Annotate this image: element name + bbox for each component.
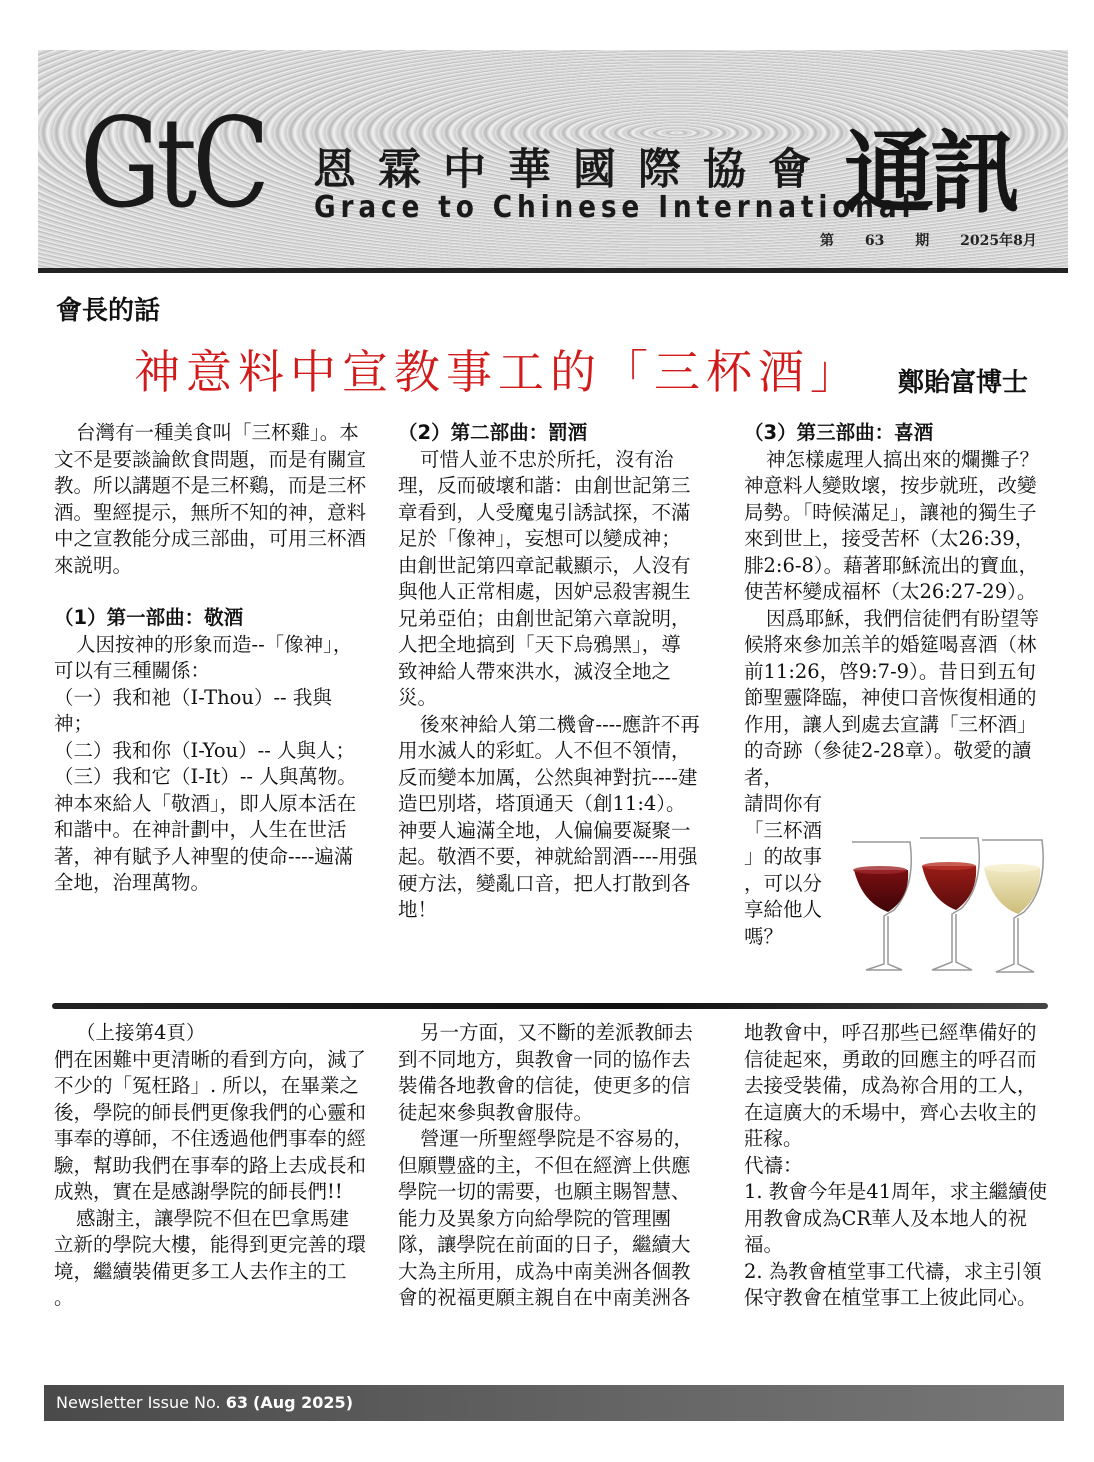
footer-issue-number: 63 xyxy=(225,1393,248,1412)
paragraph: 後來神給人第二機會----應許不再用水滅人的彩虹。人不但不領情，反而變本加厲，公然與神對抗----建造巴別塔，塔頂通天（創11:4）。神要人遍滿全地，人偏偏要凝聚一起。敬酒不要，神就給罰酒----用强硬方法，變亂口音，把人打散到各地！ xyxy=(398,712,700,921)
gtc-logo: GtC xyxy=(80,92,266,236)
relationship-item: （三）我和它（I-It）-- 人與萬物。神本來給人「敬酒」，即人原本活在和諧中。在神計劃中，人生在世活著，神有賦予人神聖的使命----遍滿全地，治理萬物。 xyxy=(54,765,357,894)
relationship-item: （二）我和你（I-You）-- 人與人； xyxy=(54,738,356,762)
question-line: ，可以分 xyxy=(744,871,823,895)
issue-label-suffix: 期 xyxy=(915,233,930,249)
issue-label-prefix: 第 xyxy=(820,233,834,249)
masthead-banner xyxy=(38,50,1068,273)
newsletter-title: 通訊 xyxy=(844,121,1016,226)
issue-number: 63 xyxy=(864,233,885,249)
prayer-item: 2. 為教會植堂事工代禱，求主引領保守教會在植堂事工上彼此同心。 xyxy=(744,1259,1042,1309)
article-headline: 神意料中宣教事工的「三杯酒」 xyxy=(134,345,862,399)
subheading: （1）第一部曲：敬酒 xyxy=(54,606,244,629)
org-name-english: Grace to Chinese International xyxy=(314,190,916,225)
footer-text xyxy=(56,1393,353,1412)
question-line: 「三杯酒 xyxy=(744,818,823,842)
continued-column-1 xyxy=(54,1020,366,1312)
paragraph: 神怎樣處理人搞出來的爛攤子？神意料人變敗壞，按步就班，改變局勢。「時候滿足」，讓祂的獨生子來到世上，接受苦杯（太26:39，腓2:6-8）。藉著耶穌流出的寶血，使苦杯變成福杯（太26:27-29）。 xyxy=(744,447,1040,603)
continued-column-3 xyxy=(744,1020,1048,1312)
paragraph: 感謝主，讓學院不但在巴拿馬建立新的學院大樓，能得到更完善的環境，繼續裝備更多工人去作主的工 。 xyxy=(54,1206,367,1309)
paragraph: 台灣有一種美食叫「三杯雞」。本文不是要談論飲食問題，而是有關宣教。所以講題不是三杯鷄，而是三杯酒。聖經提示，無所不知的神，意料中之宣教能分成三部曲，可用三杯酒來説明。 xyxy=(54,421,367,577)
paragraph: 們在困難中更清晰的看到方向，減了不少的「冤枉路」. 所以，在畢業之後，學院的師長們更像我們的心靈和事奉的導師，不住透過他們事奉的經驗，幫助我們在事奉的路上去成長和成熟，實在是感謝學院的師長們!! xyxy=(54,1047,367,1203)
footer-prefix: Newsletter Issue No. xyxy=(56,1393,226,1412)
paragraph: 因爲耶穌，我們信徒們有盼望等候將來參加羔羊的婚筵喝喜酒（林前11:26，啓9:7-9）。昔日到五旬節聖靈降臨，神使口音恢復相通的作用，讓人到處去宣講「三杯酒」的奇跡（參徒2-28章）。敬愛的讀者， xyxy=(744,606,1040,789)
paragraph: 營運一所聖經學院是不容易的，但願豐盛的主，不但在經濟上供應學院一切的需要，也願主賜智慧、能力及異象方向給學院的管理團隊，讓學院在前面的日子，繼續大大為主所用，成為中南美洲各個教會的祝福更願主親自在中南美洲各 xyxy=(398,1127,694,1309)
section-divider xyxy=(52,1003,1048,1009)
continued-column-2 xyxy=(398,1020,700,1312)
wine-glasses-image xyxy=(832,836,1054,978)
question-line: 享給他人 xyxy=(744,898,823,921)
continued-note: （上接第4頁） xyxy=(76,1021,206,1044)
question-line: 」的故事 xyxy=(744,845,823,868)
subheading: （2）第二部曲：罰酒 xyxy=(398,421,588,444)
prayer-heading: 代禱： xyxy=(744,1153,803,1177)
paragraph: 另一方面，又不斷的差派教師去到不同地方，與教會一同的協作去裝備各地教會的信徒，使更多的信徒起來參與教會服侍。 xyxy=(398,1021,694,1124)
footer-date: (Aug 2025) xyxy=(253,1393,353,1412)
subheading: （3）第三部曲：喜酒 xyxy=(744,421,934,444)
article-column-2 xyxy=(398,420,700,924)
article-column-1 xyxy=(54,420,366,897)
prayer-item: 1. 教會今年是41周年，求主繼續使用教會成為CR華人及本地人的祝福。 xyxy=(744,1180,1048,1256)
org-name-chinese: 恩霖中華國際協會 xyxy=(313,145,833,195)
footer-bar xyxy=(44,1385,1064,1421)
question-line: 請問你有 xyxy=(744,792,823,815)
question-line: 嗎？ xyxy=(744,924,784,948)
paragraph: 地教會中，呼召那些已經準備好的信徒起來，勇敢的回應主的呼召而去接受裝備，成為祢合用的工人，在這廣大的禾場中，齊心去收主的莊稼。 xyxy=(744,1021,1037,1150)
relationship-item: （一）我和祂（I-Thou）-- 我與神； xyxy=(54,685,332,735)
issue-info xyxy=(820,230,1037,250)
paragraph: 人因按神的形象而造--「像神」，可以有三種關係： xyxy=(54,632,353,682)
issue-date: 2025年8月 xyxy=(960,233,1037,249)
article-author: 鄭貽富博士 xyxy=(898,368,1029,398)
paragraph: 可惜人並不忠於所托，沒有治理，反而破壞和諧：由創世記第三章看到，人受魔鬼引誘試探，不滿足於「像神」，妄想可以變成神；由創世記第四章記載顯示，人沒有與他人正常相處，因妒忌殺害親生兄弟亞伯；由創世記第六章說明，人把全地搞到「天下烏鴉黑」，導致神給人帶來洪水，滅沒全地之災。 xyxy=(398,447,691,709)
section-title: 會長的話 xyxy=(56,296,161,326)
